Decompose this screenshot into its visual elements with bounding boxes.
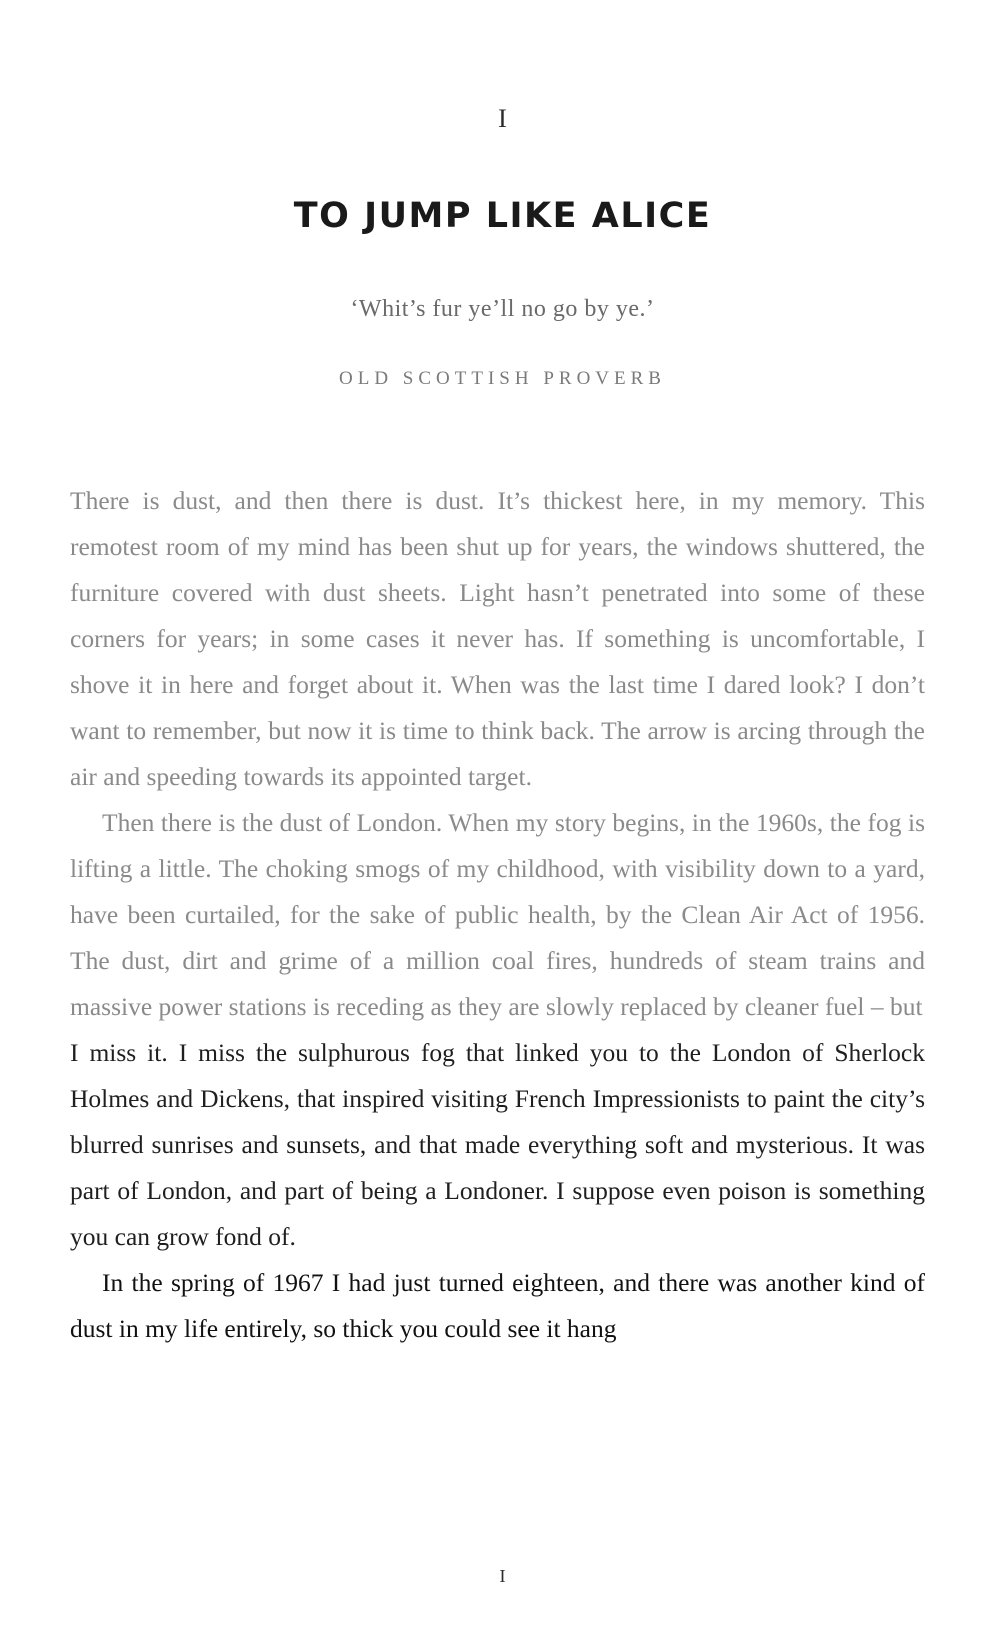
body-text [70, 478, 925, 1352]
epigraph-quote: ‘Whit’s fur ye’ll no go by ye.’ [350, 296, 655, 322]
paragraph-dust: There is dust, and then there is dust. It’s thickest here, in my memory. This remotest room of my mind has been shut up for years, the windows shuttered, the furniture covered with dust sheets. Light hasn’t penetrated into some of these corners for years; in some cases it never has. If something is uncomfortable, I shove it in here and forget about it. When was the last time I dared look? I don’t want to remember, but now it is time to think back. The arrow is arcing through the air and speeding towards its appointed target. [70, 486, 925, 791]
page-number: I [499, 1566, 506, 1586]
epigraph-source: OLD SCOTTISH PROVERB [339, 368, 666, 389]
chapter-title: TO JUMP LIKE ALICE [293, 196, 712, 236]
chapter-number: I [498, 104, 507, 133]
paragraph-spring-1967: In the spring of 1967 I had just turned eighteen, and there was another kind of dust in my life entirely, so thick you could see it hang [70, 1268, 925, 1343]
paragraph-london-fog: I miss it. I miss the sulphurous fog that linked you to the London of Sherlock Holmes and Dickens, that inspired visiting French Impressionists to paint the city’s blurred sunrises and sunsets, and that made everything soft and mysterious. It was part of London, and part of being a Londoner. I suppose even poison is something you can grow fond of. [70, 1038, 925, 1251]
paragraph-london-dust: Then there is the dust of London. When my story begins, in the 1960s, the fog is lifting a little. The choking smogs of my childhood, with visibility down to a yard, have been curtailed, for the sake of public health, by the Clean Air Act of 1956. The dust, dirt and grime of a million coal fires, hundreds of steam trains and massive power stations is receding as they are slowly replaced by cleaner fuel – but [70, 808, 925, 1021]
